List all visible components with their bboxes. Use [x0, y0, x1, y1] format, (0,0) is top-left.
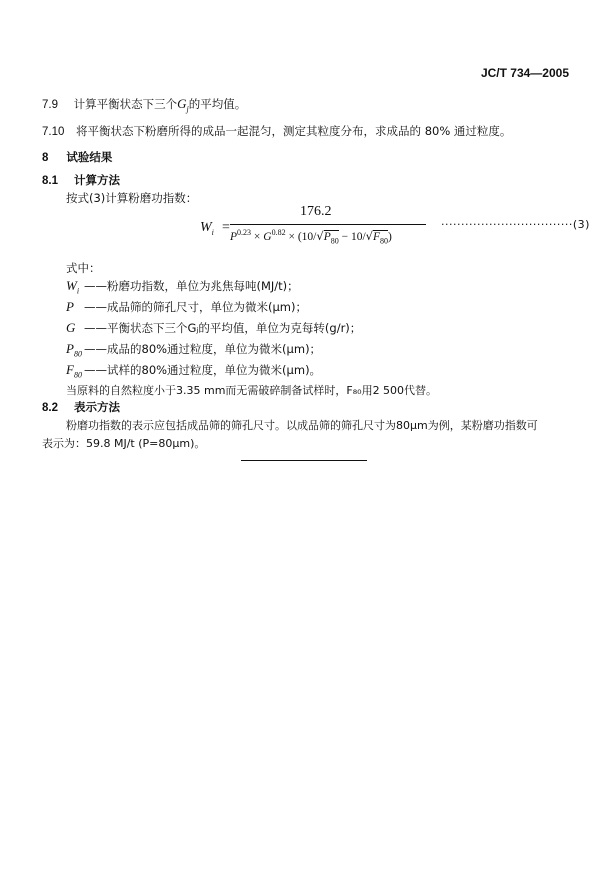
formula-numerator: 176.2 — [300, 204, 332, 219]
fraction-bar — [230, 224, 426, 225]
symbol-g-sub: j — [186, 104, 189, 114]
clause-text-b: 的平均值。 — [188, 97, 247, 111]
definition-item: $W_i$ ——粉磨功指数，单位为兆焦每吨(MJ/t)； — [66, 278, 299, 296]
formula-lhs: $W_i$ — [200, 220, 214, 237]
clause-number: 7.9 — [42, 99, 58, 111]
equation-number: (3) — [572, 218, 590, 231]
clause-7-9 — [42, 96, 246, 116]
where-label: 式中： — [66, 261, 101, 275]
expression-line-2: 表示为：59.8 MJ/t (P=80μm)。 — [42, 437, 206, 450]
expression-line-1: 粉磨功指数的表示应包括成品筛的筛孔尺寸。以成品筛的筛孔尺寸为80μm为例，某粉磨功指数可 — [66, 419, 538, 432]
note-line: 当原料的自然粒度小于3.35 mm而无需破碎制备试样时，F₈₀用2 500代替。 — [66, 384, 438, 397]
definition-item: $P_{80}$ ——成品的80%通过粒度，单位为微米(μm)； — [66, 341, 322, 359]
subsection-number: 8.2 — [42, 402, 58, 414]
formula-equals: = — [222, 220, 230, 235]
section-8-heading — [42, 150, 112, 166]
section-number: 8 — [42, 152, 49, 164]
formula-intro: 按式(3)计算粉磨功指数： — [66, 191, 198, 205]
end-rule — [241, 460, 367, 461]
symbol-g: G — [177, 96, 187, 111]
equation-leader — [441, 218, 590, 231]
definition-item: $F_{80}$ ——试样的80%通过粒度，单位为微米(μm)。 — [66, 362, 322, 380]
subsection-title: 计算方法 — [74, 173, 121, 187]
leader-dots: ································· — [441, 218, 573, 231]
subsection-8-2-heading — [42, 400, 120, 416]
clause-7-10 — [42, 124, 511, 140]
formula-3 — [200, 204, 430, 250]
definition-item: P ——成品筛的筛孔尺寸，单位为微米(μm)； — [66, 299, 307, 314]
subsection-title: 表示方法 — [74, 400, 121, 414]
clause-text: 将平衡状态下粉磨所得的成品一起混匀，测定其粒度分布，求成品的 80% 通过粒度。 — [76, 124, 512, 138]
definition-item: G ——平衡状态下三个Gⱼ的平均值，单位为克每转(g/r)； — [66, 320, 362, 335]
clause-text-a: 计算平衡状态下三个 — [73, 97, 178, 111]
formula-denominator: $P^{0.23} \times G^{0.82} \times (10/√P_{80} - 10/√F_{80})$ — [230, 228, 392, 246]
clause-number: 7.10 — [42, 126, 65, 138]
definition-list — [66, 278, 361, 383]
subsection-number: 8.1 — [42, 175, 58, 187]
standard-code: JC/T 734—2005 — [480, 66, 569, 80]
subsection-8-1-heading — [42, 173, 120, 189]
section-title: 试验结果 — [66, 150, 113, 164]
